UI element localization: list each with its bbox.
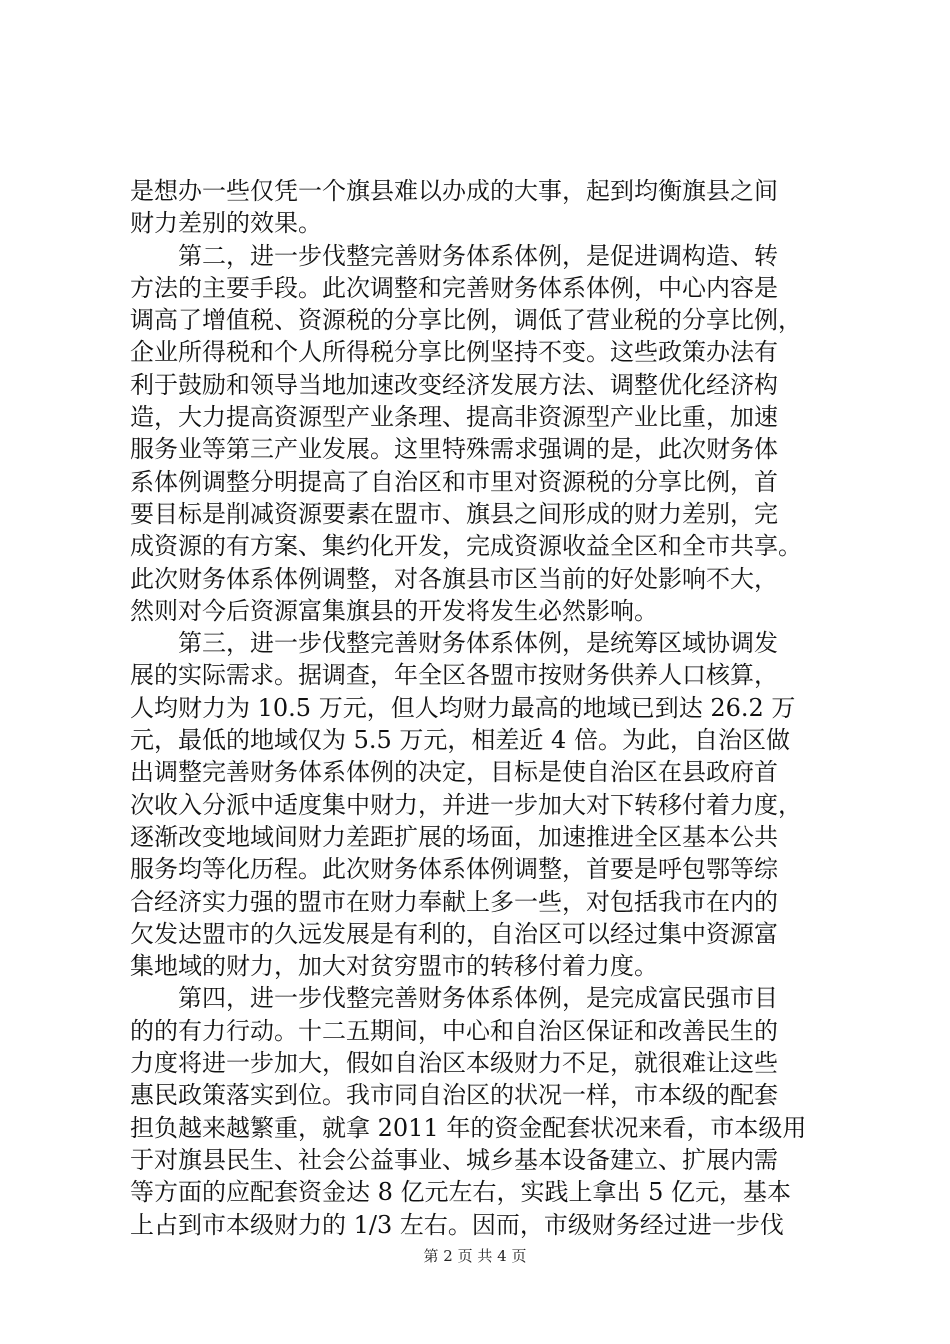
page-footer: 第 2 页 共 4 页 (423, 1247, 527, 1265)
text-line: 调高了增值税、资源税的分享比例，调低了营业税的分享比例， (130, 306, 802, 335)
text-line: 第二，进一步伐整完善财务体系体例，是促进调构造、转 (130, 241, 778, 270)
text-line: 造，大力提高资源型产业条理、提高非资源型产业比重，加速 (130, 403, 778, 432)
document-body (130, 175, 830, 1241)
text-line: 系体例调整分明提高了自治区和市里对资源税的分享比例，首 (130, 467, 778, 496)
text-line: 的的有力行动。十二五期间，中心和自治区保证和改善民生的 (130, 1016, 778, 1045)
text-line: 然则对今后资源富集旗县的开发将发生必然影响。 (130, 596, 658, 625)
text-line: 此次财务体系体例调整，对各旗县市区当前的好处影响不大， (130, 564, 778, 593)
text-line: 成资源的有方案、集约化开发，完成资源收益全区和全市共享。 (130, 532, 802, 561)
text-line: 利于鼓励和领导当地加速改变经济发展方法、调整优化经济构 (130, 370, 778, 399)
text-line: 担负越来越繁重，就拿 2011 年的资金配套状况来看，市本级用 (130, 1113, 807, 1142)
text-line: 出调整完善财务体系体例的决定，目标是使自治区在县政府首 (130, 758, 778, 787)
text-line: 逐渐改变地域间财力差距扩展的场面，加速推进全区基本公共 (130, 822, 778, 851)
text-line: 上占到市本级财力的 1/3 左右。因而，市级财务经过进一步伐 (130, 1210, 784, 1239)
text-line: 等方面的应配套资金达 8 亿元左右，实践上拿出 5 亿元，基本 (130, 1178, 792, 1207)
text-line: 欠发达盟市的久远发展是有利的，自治区可以经过集中资源富 (130, 919, 778, 948)
text-line: 集地域的财力，加大对贫穷盟市的转移付着力度。 (130, 952, 658, 981)
text-line: 人均财力为 10.5 万元，但人均财力最高的地域已到达 26.2 万 (130, 693, 796, 722)
text-line: 是想办一些仅凭一个旗县难以办成的大事，起到均衡旗县之间 (130, 177, 778, 205)
text-line: 服务均等化历程。此次财务体系体例调整，首要是呼包鄂等综 (130, 855, 778, 884)
text-line: 力度将进一步加大，假如自治区本级财力不足，就很难让这些 (130, 1049, 778, 1078)
text-line: 次收入分派中适度集中财力，并进一步加大对下转移付着力度， (130, 790, 802, 819)
text-line: 于对旗县民生、社会公益事业、城乡基本设备建立、扩展内需 (130, 1145, 778, 1174)
text-line: 第四，进一步伐整完善财务体系体例，是完成富民强市目 (130, 984, 778, 1013)
text-line: 元，最低的地域仅为 5.5 万元，相差近 4 倍。为此，自治区做 (130, 726, 790, 755)
text-line: 要目标是削减资源要素在盟市、旗县之间形成的财力差别，完 (130, 499, 778, 528)
text-line: 合经济实力强的盟市在财力奉献上多一些，对包括我市在内的 (130, 887, 778, 916)
text-line: 财力差别的效果。 (130, 209, 322, 238)
text-line: 企业所得税和个人所得税分享比例坚持不变。这些政策办法有 (130, 338, 778, 367)
text-line: 惠民政策落实到位。我市同自治区的状况一样，市本级的配套 (130, 1081, 778, 1110)
text-line: 展的实际需求。据调查，年全区各盟市按财务供养人口核算， (130, 661, 778, 690)
text-line: 方法的主要手段。此次调整和完善财务体系体例，中心内容是 (130, 273, 778, 302)
text-line: 第三，进一步伐整完善财务体系体例，是统筹区域协调发 (130, 629, 778, 658)
text-line: 服务业等第三产业发展。这里特殊需求强调的是，此次财务体 (130, 435, 778, 464)
